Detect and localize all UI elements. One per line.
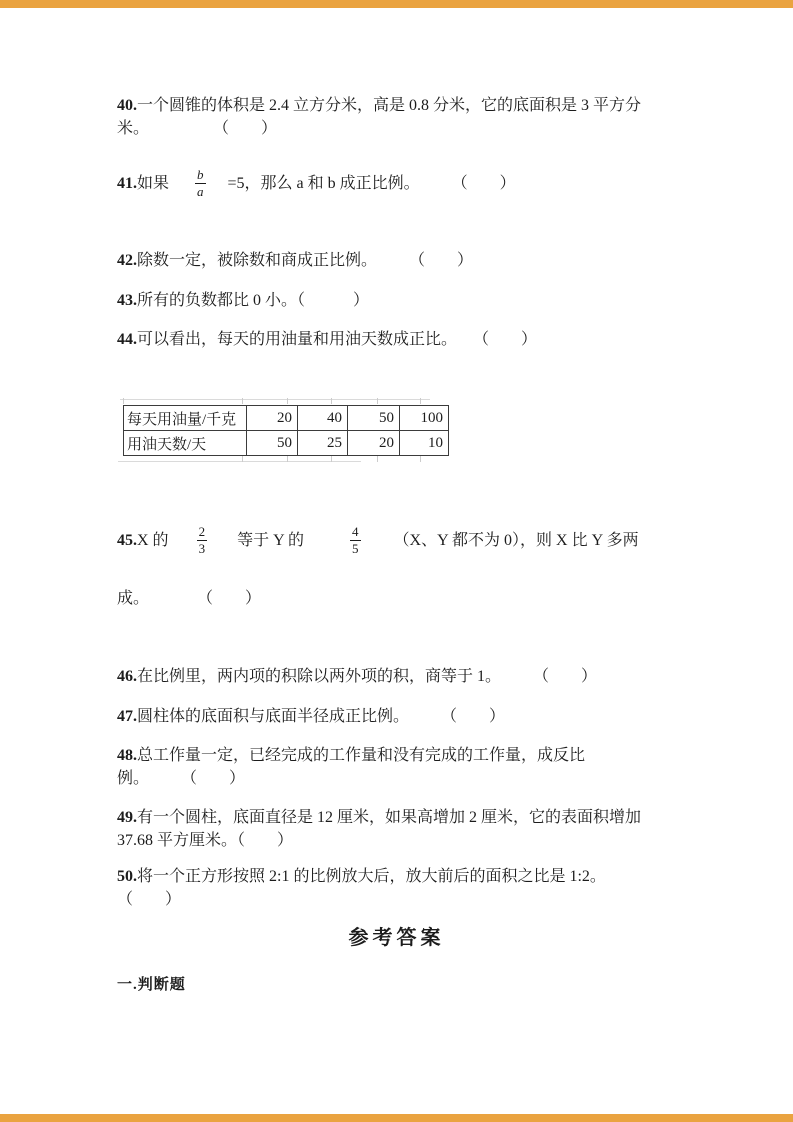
table-row [124, 431, 449, 456]
table-gridline-stub [287, 456, 288, 462]
question-number: 43. [117, 292, 137, 309]
table-cell: 25 [298, 431, 348, 456]
table-cell: 40 [298, 406, 348, 431]
question-50 [117, 865, 703, 911]
question-number: 46. [117, 668, 137, 685]
question-48-line2 [117, 767, 703, 790]
question-number: 40. [117, 97, 137, 114]
question-number: 47. [117, 708, 137, 725]
fraction-denominator: 3 [198, 540, 206, 556]
question-49-line2 [117, 829, 703, 852]
table-cell: 50 [247, 431, 298, 456]
question-number: 44. [117, 331, 137, 348]
question-45-line2 [117, 587, 703, 610]
question-49-line1 [117, 806, 703, 829]
row-label: 用油天数/天 [124, 431, 247, 456]
table-gridline-stub [242, 456, 243, 462]
question-50-line1 [117, 865, 703, 888]
question-47 [117, 705, 703, 728]
fraction-denominator: a [197, 183, 204, 199]
table-gridline-stub [420, 398, 421, 404]
question-text: 除数一定，被除数和商成正比例。 （ ） [137, 252, 474, 269]
question-48 [117, 744, 703, 790]
question-text: X 的 [137, 531, 169, 549]
question-text: 圆柱体的底面积与底面半径成正比例。 （ ） [137, 708, 506, 725]
question-40 [117, 94, 703, 140]
question-41 [117, 164, 703, 202]
table-gridline-stub [331, 398, 332, 404]
question-text: =5，那么 a 和 b 成正比例。 （ ） [227, 174, 516, 192]
question-text: 成。 （ ） [117, 590, 262, 607]
table-gridline-stub [420, 456, 421, 462]
table-cell: 50 [348, 406, 400, 431]
table-row [124, 406, 449, 431]
question-42 [117, 249, 703, 272]
question-number: 42. [117, 252, 137, 269]
question-text: 米。 （ ） [117, 120, 278, 137]
fraction-denominator: 5 [352, 540, 359, 556]
table-cell: 20 [348, 431, 400, 456]
question-46 [117, 665, 703, 688]
question-text: 总工作量一定，已经完成的工作量和没有完成的工作量，成反比 [137, 747, 586, 764]
question-text: （X、Y 都不为 0），则 X 比 Y 多两 [393, 531, 639, 549]
question-49 [117, 806, 703, 852]
question-text: 所有的负数都比 0 小。（ ） [137, 292, 370, 309]
table-gridline-stub [377, 398, 378, 404]
fraction-numerator: b [197, 166, 204, 182]
answer-key-title: 参考答案 [348, 927, 445, 949]
question-number: 45. [117, 531, 137, 549]
table-gridline-stub [331, 456, 332, 462]
question-text: 一个圆锥的体积是 2.4 立方分米，高是 0.8 分米，它的底面积是 3 平方分 [137, 97, 642, 114]
table-gridline-stub [287, 398, 288, 404]
question-number: 50. [117, 868, 137, 885]
question-44 [117, 328, 703, 351]
top-accent-bar [0, 0, 793, 8]
question-text: 如果 [137, 174, 170, 192]
question-text: 可以看出，每天的用油量和用油天数成正比。 （ ） [137, 331, 538, 348]
question-45 [117, 521, 703, 559]
row-label: 每天用油量/千克 [124, 406, 247, 431]
fraction-numerator: 2 [198, 523, 206, 539]
table-gridline-bottom [118, 461, 361, 462]
question-text: 在比例里，两内项的积除以两外项的积，商等于 1。 （ ） [137, 668, 598, 685]
table-gridline-stub [377, 456, 378, 462]
question-43 [117, 289, 703, 312]
table-cell: 20 [247, 406, 298, 431]
question-text: 37.68 平方厘米。（ ） [117, 832, 294, 849]
question-number: 41. [117, 174, 137, 192]
question-text: 有一个圆柱，底面直径是 12 厘米，如果高增加 2 厘米，它的表面积增加 [137, 809, 642, 826]
table-cell: 100 [400, 406, 449, 431]
oil-usage-table [123, 405, 449, 456]
fraction-b-over-a [195, 167, 206, 199]
question-text: 例。 （ ） [117, 770, 246, 787]
question-text: 将一个正方形按照 2:1 的比例放大后，放大前后的面积之比是 1:2。 [137, 868, 606, 885]
table-cell: 10 [400, 431, 449, 456]
question-number: 48. [117, 747, 137, 764]
fraction-two-thirds [197, 524, 208, 556]
question-48-line1 [117, 744, 703, 767]
question-text: 等于 Y 的 [237, 531, 305, 549]
question-50-line2 [117, 888, 703, 911]
table-gridline-stub [242, 398, 243, 404]
question-40-line2 [117, 117, 703, 140]
table-gridline-top [120, 399, 430, 400]
question-text: （ ） [117, 891, 182, 908]
question-40-line1 [117, 94, 703, 117]
question-number: 49. [117, 809, 137, 826]
table-gridline-stub [123, 398, 124, 404]
fraction-numerator: 4 [352, 523, 359, 539]
answer-section-label: 一.判断题 [117, 977, 186, 993]
bottom-accent-bar [0, 1114, 793, 1122]
fraction-four-fifths [350, 524, 361, 556]
